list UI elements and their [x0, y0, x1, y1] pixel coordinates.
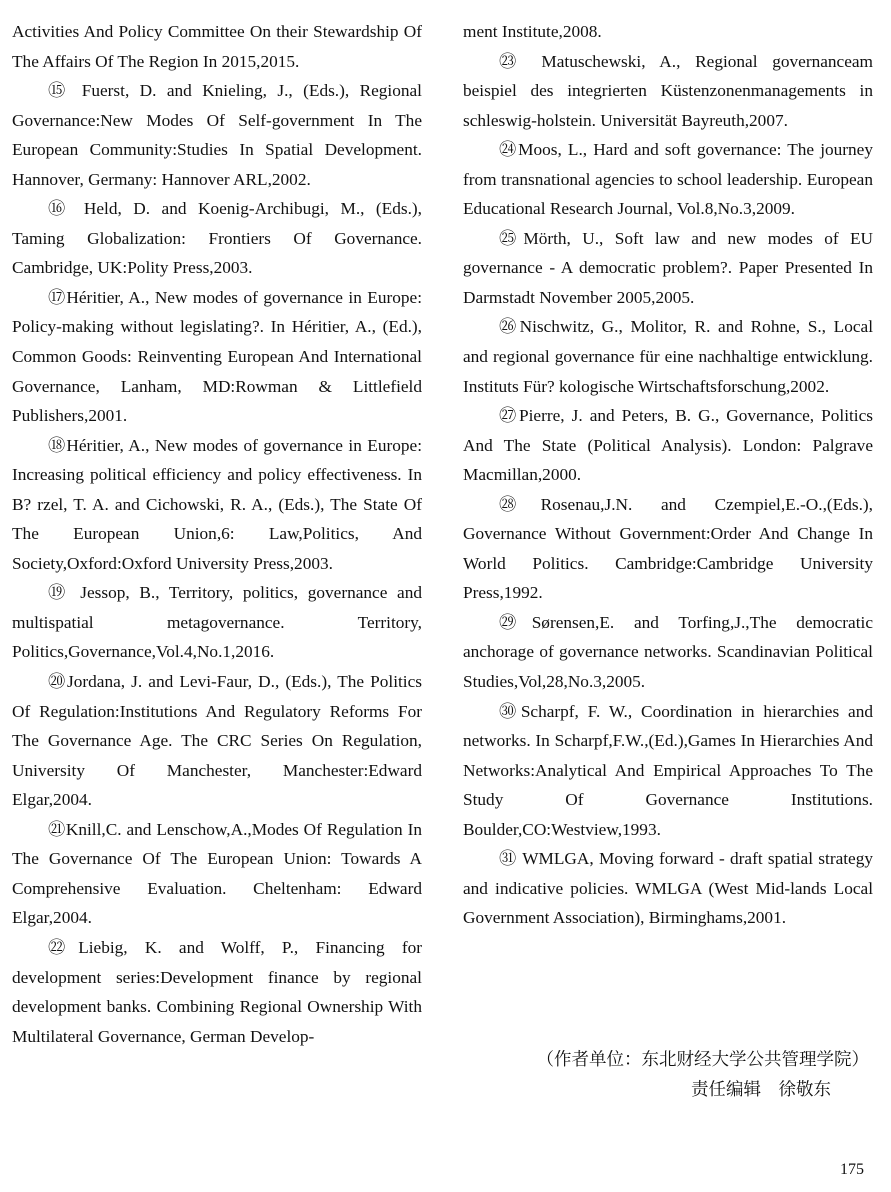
reference-item-18: ⑱Héritier, A., New modes of governance in Europe: Increasing political efficiency and policy effectiveness. In B? rzel, T. A. and Cichowski, R. A., (Eds.), The State Of The European Union,6: Law,Politics, And Society,Oxford:Oxford University Press,2003. [12, 435, 422, 573]
page-number: 175 [840, 1161, 864, 1178]
reference-item-24: ㉔Moos, L., Hard and soft governance: The journey from transnational agencies to school leadership. European Educational Research Journal, Vol.8,No.3,2009. [463, 140, 873, 219]
reference-item-22: ㉒Liebig, K. and Wolff, P., Financing for development series:Development finance by regional development banks. Combining Regional Ownership With Multilateral Governance, German Develop- [12, 937, 422, 1046]
reference-item-28: ㉘Rosenau,J.N. and Czempiel,E.-O.,(Eds.), Governance Without Government:Order And Change In World Politics. Cambridge:Cambridge University Press,1992. [463, 494, 873, 603]
reference-item-23: ㉓ Matuschewski, A., Regional governanceam beispiel des integrierten Küstenzonenmanagements in schleswig-holstein. Universität Bayreuth,2007. [463, 51, 873, 130]
reference-item-29: ㉙Sørensen,E. and Torfing,J.,The democratic anchorage of governance networks. Scandinavian Political Studies,Vol,28,No.3,2005. [463, 612, 873, 692]
author-affiliation: （作者单位：东北财经大学公共管理学院） [536, 1050, 869, 1070]
reference-item-25: ㉕Mörth, U., Soft law and new modes of EU governance - A democratic problem?. Paper Presented In Darmstadt November 2005,2005. [463, 228, 873, 307]
reference-item-30: ㉚Scharpf, F. W., Coordination in hierarchies and networks. In Scharpf,F.W.,(Ed.),Games In Hierarchies And Networks:Analytical And Empirical Approaches To The Study Of Governance Institutions. Boulder,CO:Westview,1993. [463, 701, 873, 839]
reference-item-21: ㉑Knill,C. and Lenschow,A.,Modes Of Regulation In The Governance Of The European Union: Towards A Comprehensive Evaluation. Cheltenham: Edward Elgar,2004. [12, 819, 422, 928]
responsible-editor: 责任编辑 徐敬东 [691, 1080, 831, 1100]
reference-item-15: ⑮ Fuerst, D. and Knieling, J., (Eds.), Regional Governance:New Modes Of Self-government In The European Community:Studies In Spatial Development. Hannover, Germany: Hannover ARL,2002. [12, 81, 422, 189]
reference-item-19: ⑲ Jessop, B., Territory, politics, governance and multispatial metagovernance. Territory, Politics,Governance,Vol.4,No.1,2016. [12, 583, 422, 662]
reference-item-27: ㉗Pierre, J. and Peters, B. G., Governance, Politics And The State (Political Analysis). London: Palgrave Macmillan,2000. [463, 406, 873, 485]
reference-continuation: ment Institute,2008. [463, 22, 602, 41]
reference-item-26: ㉖Nischwitz, G., Molitor, R. and Rohne, S., Local and regional governance für eine nachhaltige entwicklung. Instituts Für? kologische Wirtschaftsforschung,2002. [463, 317, 873, 396]
reference-item-17: ⑰Héritier, A., New modes of governance in Europe: Policy-making without legislating?. In Héritier, A., (Ed.), Common Goods: Reinventing European And International Governance, Lanham, MD:Rowman & Littlefield Publishers,2001. [12, 287, 422, 426]
right-column [463, 17, 873, 933]
left-column [12, 17, 422, 1051]
reference-item-16: ⑯ Held, D. and Koenig-Archibugi, M., (Eds.), Taming Globalization: Frontiers Of Governance. Cambridge, UK:Polity Press,2003. [12, 199, 422, 278]
reference-continuation: Activities And Policy Committee On their Stewardship Of The Affairs Of The Region In 2015,2015. [12, 22, 422, 71]
reference-item-31: ㉛ WMLGA, Moving forward - draft spatial strategy and indicative policies. WMLGA (West Mid-lands Local Government Association), Birminghams,2001. [463, 849, 873, 928]
reference-item-20: ⑳Jordana, J. and Levi-Faur, D., (Eds.), The Politics Of Regulation:Institutions And Regulatory Reforms For The Governance Age. The CRC Series On Regulation, University Of Manchester, Manchester:Edward Elgar,2004. [12, 672, 422, 810]
